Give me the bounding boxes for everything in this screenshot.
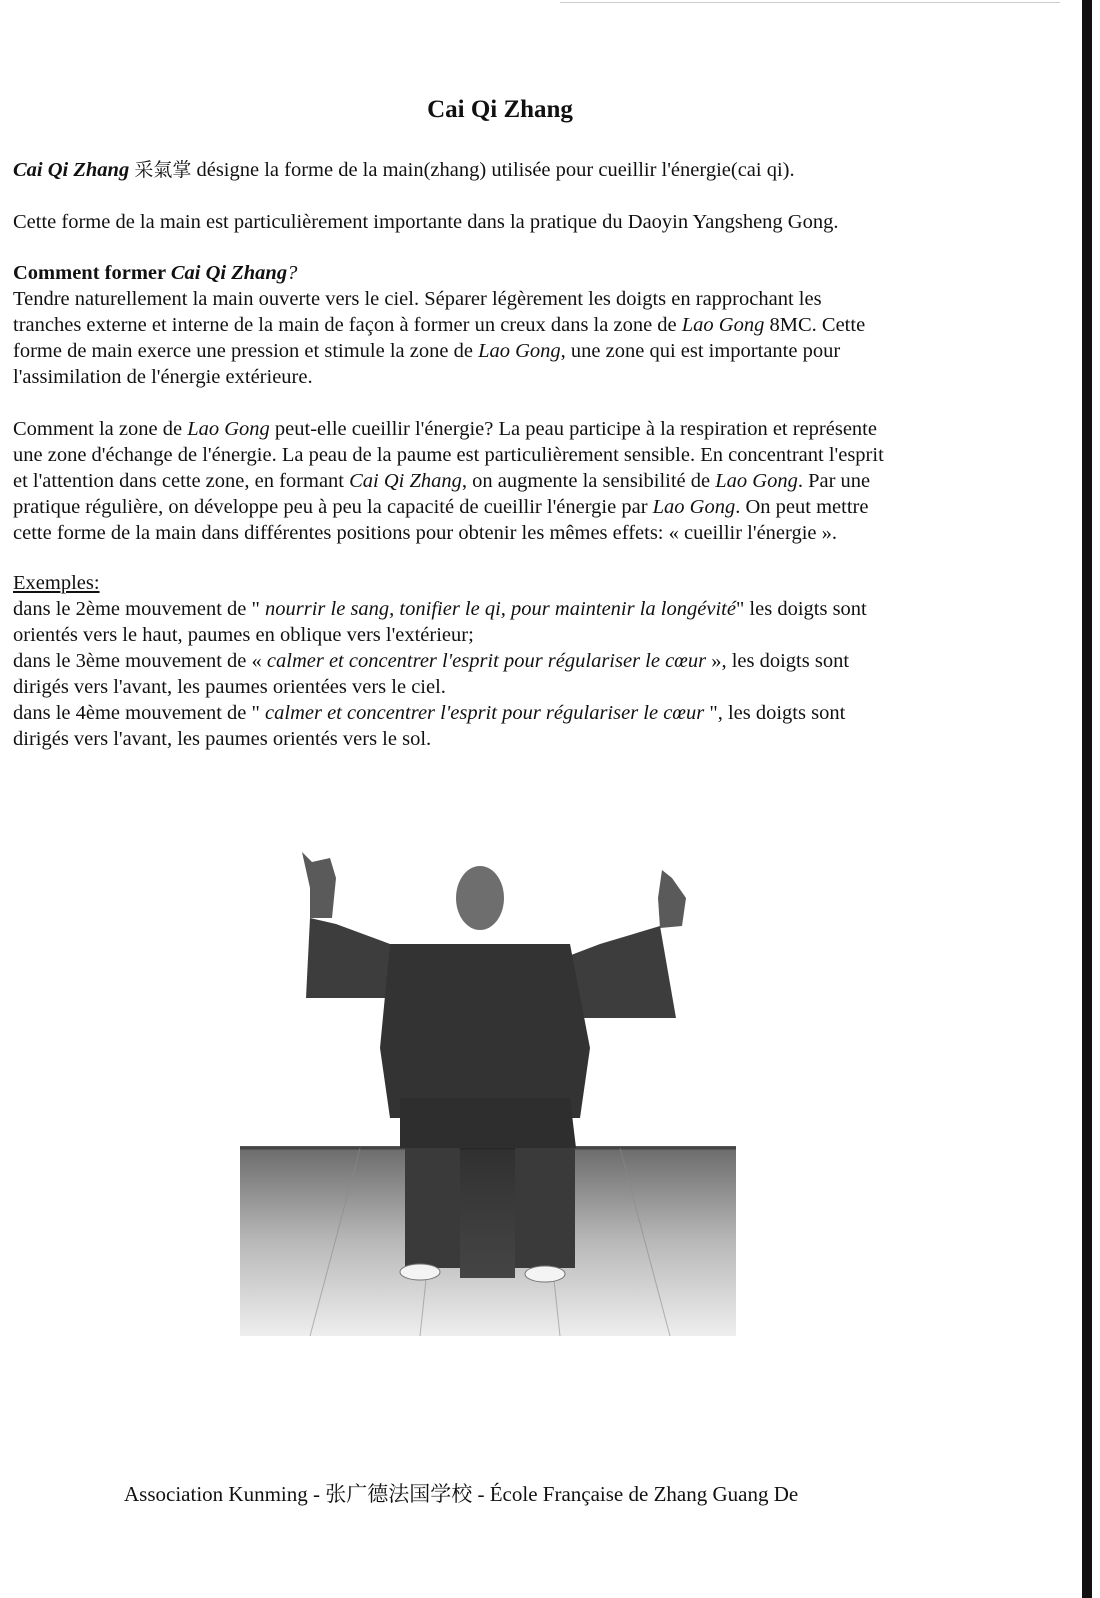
importance-text: Cette forme de la main est particulièrement importante dans la pratique du Daoyin Yangsheng Gong. (13, 211, 839, 233)
right-leg-shape (515, 1148, 575, 1268)
howto-line-2: tranches externe et interne de la main de façon à former un creux dans la zone de Lao Gong 8MC. Cette (13, 314, 866, 336)
explain-line-5: cette forme de la main dans différentes positions pour obtenir les mêmes effets: « cueillir l'énergie ». (13, 522, 838, 544)
howto-heading: Comment former (13, 262, 171, 284)
howto-line-4: l'assimilation de l'énergie extérieure. (13, 366, 313, 388)
left-leg-shape (405, 1148, 460, 1268)
explain-line-1: Comment la zone de Lao Gong peut-elle cueillir l'énergie? La peau participe à la respiration et représente (13, 418, 877, 440)
examples-heading: Exemples: (13, 572, 100, 594)
scan-border (1082, 0, 1092, 1598)
howto-heading-q: ? (287, 262, 298, 284)
howto-heading-term: Cai Qi Zhang (170, 262, 288, 284)
example-2-line-1: dans le 3ème mouvement de « calmer et concentrer l'esprit pour régulariser le cœur », les doigts sont (13, 650, 850, 672)
head-shape (456, 866, 504, 930)
left-hand-shape (302, 852, 336, 918)
example-1-line-2: orientés vers le haut, paumes en oblique vers l'extérieur; (13, 624, 474, 646)
example-3-line-2: dirigés vers l'avant, les paumes orientés vers le sol. (13, 728, 432, 750)
example-2-line-2: dirigés vers l'avant, les paumes orientées vers le ciel. (13, 676, 446, 698)
footer-left: Association Kunming - (124, 1482, 326, 1506)
howto-line-3: forme de main exerce une pression et stimule la zone de Lao Gong, une zone qui est importante pour (13, 340, 841, 362)
practitioner-photo (240, 848, 738, 1338)
torso-shape (380, 944, 590, 1118)
importance-paragraph (13, 209, 1073, 235)
intro-term: Cai Qi Zhang (13, 159, 130, 181)
chair-shape (460, 1148, 515, 1278)
explain-line-2: une zone d'échange de l'énergie. La peau de la paume est particulièrement sensible. En concentrant l'esprit (13, 444, 884, 466)
explain-line-4: pratique régulière, on développe peu à peu la capacité de cueillir l'énergie par Lao Gong. On peut mettre (13, 496, 869, 518)
intro-rest: désigne la forme de la main(zhang) utilisée pour cueillir l'énergie(cai qi). (191, 159, 795, 181)
intro-paragraph (13, 157, 1073, 183)
howto-section (13, 260, 1073, 390)
footer-right: - École Française de Zhang Guang De (472, 1482, 799, 1506)
right-shoe-shape (525, 1266, 565, 1282)
scan-edge-line (560, 2, 1060, 3)
right-hand-shape (658, 870, 686, 928)
example-1-line-1: dans le 2ème mouvement de " nourrir le sang, tonifier le qi, pour maintenir la longévité" les doigts sont (13, 598, 867, 620)
intro-chinese: 采氣掌 (134, 159, 192, 181)
page-footer (124, 1478, 798, 1508)
footer-chinese: 张广德法国学校 (325, 1482, 473, 1506)
howto-line-1: Tendre naturellement la main ouverte vers le ciel. Séparer légèrement les doigts en rapprochant les (13, 288, 822, 310)
page-title: Cai Qi Zhang (427, 96, 573, 123)
explain-section (13, 416, 1073, 546)
example-3-line-1: dans le 4ème mouvement de " calmer et concentrer l'esprit pour régulariser le cœur ", les doigts sont (13, 702, 846, 724)
left-shoe-shape (400, 1264, 440, 1280)
explain-line-3: et l'attention dans cette zone, en formant Cai Qi Zhang, on augmente la sensibilité de Lao Gong. Par une (13, 470, 871, 492)
examples-section (13, 570, 1073, 752)
